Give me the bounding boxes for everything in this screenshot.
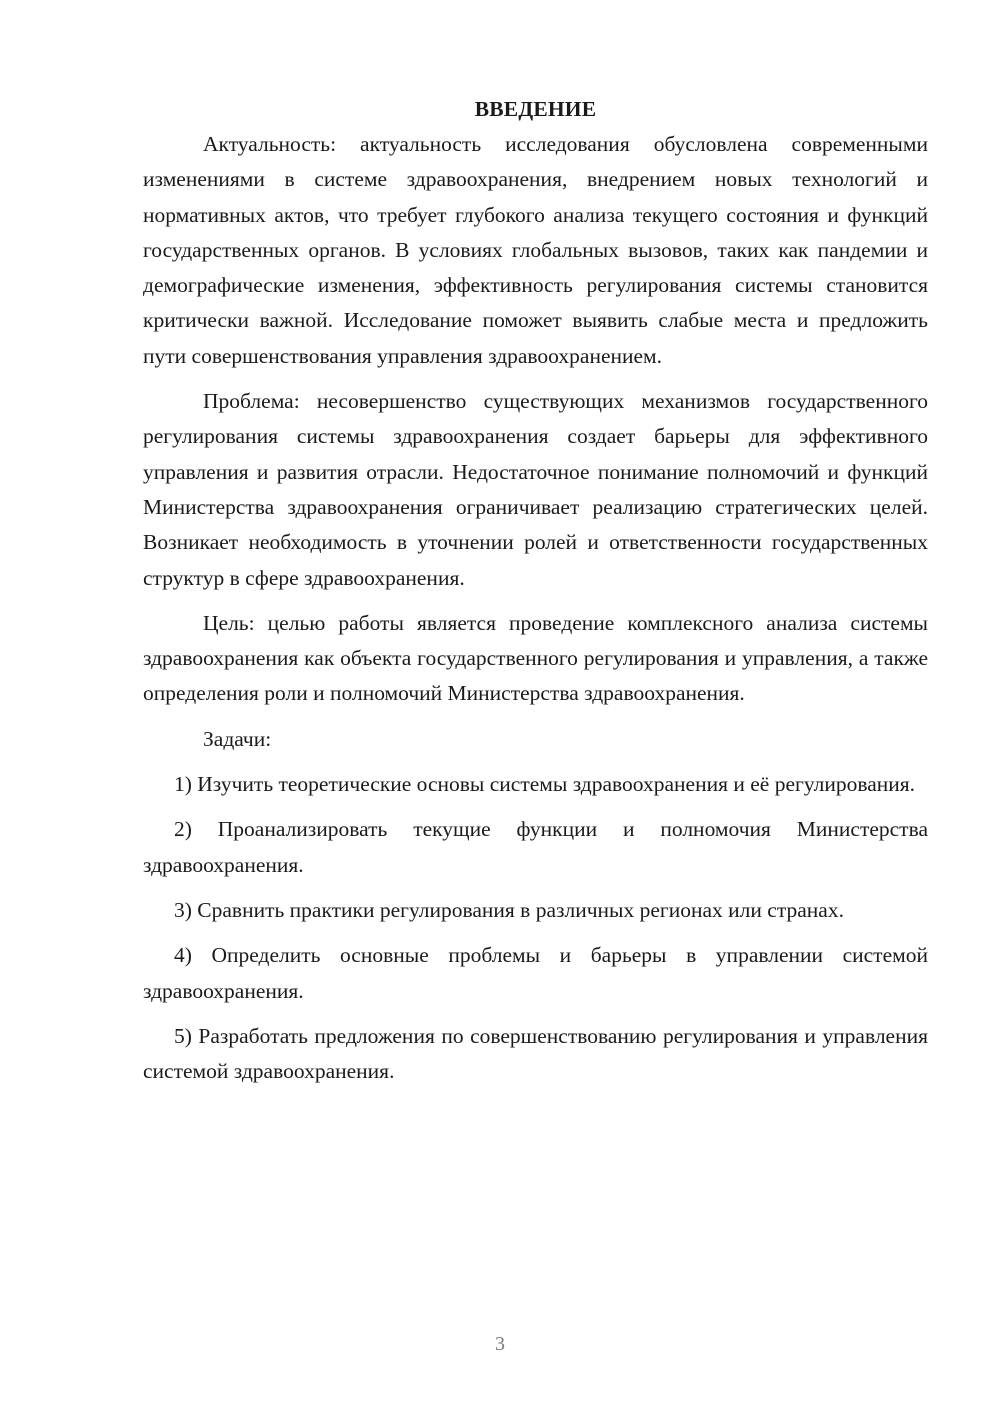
paragraph-relevance: Актуальность: актуальность исследования обусловлена современными изменениями в системе здравоохранения, внедрением новых технологий и нормативных актов, что требует глубокого анализа текущего состояния и функций государственных органов. В условиях глобальных вызовов, таких как пандемии и демографические изменения, эффективность регулирования системы становится критически важной. Исследование поможет выявить слабые места и предложить пути совершенствования управления здравоохранением. xyxy=(143,132,928,368)
task-item-2: 2) Проанализировать текущие функции и полномочия Министерства здравоохранения. xyxy=(143,817,928,877)
task-item-3: 3) Сравнить практики регулирования в различных регионах или странах. xyxy=(174,897,844,922)
task-item-1: 1) Изучить теоретические основы системы здравоохранения и её регулирования. xyxy=(174,772,916,797)
document-page xyxy=(143,92,928,1099)
page-number: 3 xyxy=(495,1333,505,1355)
tasks-label: Задачи: xyxy=(203,726,272,751)
task-item-4: 4) Определить основные проблемы и барьеры в управлении системой здравоохранения. xyxy=(143,943,928,1003)
paragraph-problem: Проблема: несовершенство существующих механизмов государственного регулирования системы здравоохранения создает барьеры для эффективного управления и развития отрасли. Недостаточное понимание полномочий и функций Министерства здравоохранения ограничивает реализацию стратегических целей. Возникает необходимость в уточнении ролей и ответственности государственных структур в сфере здравоохранения. xyxy=(143,389,928,590)
task-item-5: 5) Разработать предложения по совершенствованию регулирования и управления системой здравоохранения. xyxy=(143,1023,928,1084)
paragraph-goal: Цель: целью работы является проведение комплексного анализа системы здравоохранения как объекта государственного регулирования и управления, а также определения роли и полномочий Министерства здравоохранения. xyxy=(143,610,928,706)
section-heading: ВВЕДЕНИЕ xyxy=(474,97,597,121)
